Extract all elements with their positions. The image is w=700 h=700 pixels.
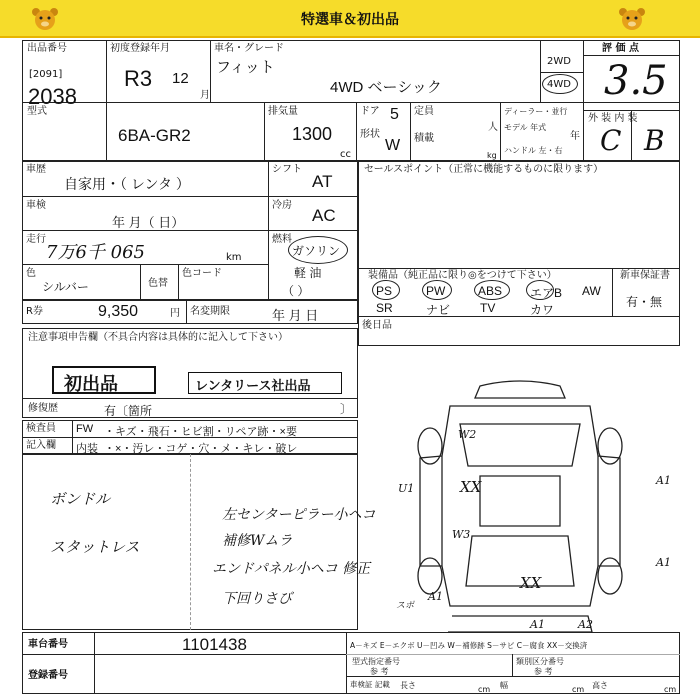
- damage-mark-a2: A2: [578, 618, 593, 631]
- class-number-label: 類別区分番号: [516, 657, 564, 666]
- dealer-label: ディーラー・並行: [504, 107, 568, 116]
- first-listing-stamp: [52, 366, 156, 394]
- capacity-unit: 人: [488, 122, 498, 133]
- fuel-gasoline-circle: [288, 236, 348, 264]
- damage-keys-row-a: ・キズ・飛石・ヒビ割・リペア跡・×要: [104, 426, 297, 438]
- rear-bumper: [448, 616, 592, 632]
- left-side: [420, 456, 442, 566]
- car-name: フィット: [216, 59, 275, 76]
- type-designation-sub: 参 考: [370, 667, 389, 676]
- memo-right-3: エンドパネル小ヘコ 修正: [212, 561, 371, 577]
- mileage-unit: km: [226, 252, 242, 263]
- damage-mark-a1-right: A1: [656, 474, 671, 487]
- mileage-label: 走行: [26, 234, 46, 245]
- drive-4wd-circle: [542, 74, 578, 94]
- damage-mark-u1: U1: [398, 482, 415, 495]
- first-listing-stamp-text: 初出品: [64, 374, 118, 395]
- year-unit: 年: [570, 131, 580, 142]
- equip-abs-circle: [474, 280, 510, 300]
- r-ticket-label: R券: [26, 306, 43, 317]
- wheel-fr: [598, 428, 622, 464]
- insurance-label: 新車保証書: [620, 270, 670, 281]
- equip-leather: カワ: [530, 303, 555, 317]
- color-replace-label: 色替: [148, 278, 168, 289]
- first-registration-label: 初度登録年月: [110, 43, 170, 54]
- roof-panel: [480, 476, 560, 526]
- equipment-label: 装備品（純正品に限り◎をつけて下さい）: [368, 270, 557, 281]
- fuel-gasoline: ガソリン: [292, 244, 341, 258]
- inspection-value: 年 月（ 日）: [112, 215, 185, 230]
- drive-2wd: 2WD: [547, 56, 571, 67]
- wheel-fl: [418, 428, 442, 464]
- shift-label: シフト: [272, 164, 302, 175]
- later-items-label: 後日品: [362, 320, 392, 331]
- equip-tv: TV: [480, 301, 496, 315]
- handle-label: ハンドル 左・右: [504, 146, 563, 155]
- load-unit: kg: [487, 151, 497, 160]
- memo-right-4: 下回りさび: [222, 591, 292, 607]
- shape-label: 形状: [360, 129, 380, 140]
- shape-value: W: [385, 137, 401, 154]
- displacement-value: 1300: [292, 124, 333, 144]
- rental-lease-stamp-text: レンタリース社出品: [195, 379, 311, 394]
- chassis-number: 1101438: [182, 635, 247, 654]
- insurance-value: 有・無: [626, 295, 663, 309]
- damage-mark-a1-bottom: A1: [530, 618, 545, 631]
- windshield: [460, 424, 580, 466]
- lot-prefix: [2091]: [29, 69, 63, 80]
- ext-int-label: 外 装 内 装: [588, 113, 638, 124]
- history-label: 車歴: [26, 164, 46, 175]
- equip-airbag: エアB: [530, 286, 563, 300]
- usage-value: 自家用・（ レンタ ）: [64, 176, 190, 192]
- model-year-label: モデル 年式: [504, 123, 547, 132]
- rental-lease-stamp: [188, 372, 342, 394]
- roof-top-outline: [475, 381, 565, 398]
- memo-left-2: スタットレス: [50, 538, 140, 556]
- fuel-diesel: 軽 油: [294, 266, 322, 280]
- model-label: 型式: [27, 106, 47, 117]
- doors-label: ドア: [360, 106, 380, 117]
- damage-mark-w2: W2: [458, 428, 477, 441]
- repair-history-label: 修復歴: [28, 403, 58, 414]
- entry-value: 内装: [76, 443, 98, 455]
- memo-right-1: 左センターピラー小ヘコ: [222, 507, 376, 523]
- height-unit: cm: [664, 685, 677, 694]
- month-unit: 月: [200, 90, 210, 101]
- color-value: シルバー: [42, 280, 89, 294]
- lot-number: 2038: [28, 84, 77, 109]
- score-value: 3.5: [604, 58, 668, 104]
- length-label: 長さ: [400, 681, 416, 690]
- sales-point-box: [358, 160, 680, 346]
- equip-navi: ナビ: [426, 303, 451, 317]
- mileage-value: 7万6千 065: [46, 242, 145, 263]
- registration-label: 登録番号: [28, 670, 68, 681]
- inspector-value: FW: [76, 423, 94, 435]
- damage-mark-w3: W3: [452, 528, 471, 541]
- score-label: 評 価 点: [602, 43, 639, 54]
- tax-deadline-label: 名変期限: [190, 306, 230, 317]
- equip-sr: SR: [376, 301, 393, 315]
- capacity-label: 定員: [414, 106, 434, 117]
- right-side: [598, 456, 620, 566]
- damage-mark-a1-side: A1: [656, 556, 671, 569]
- fuel-other: （ ）: [282, 284, 310, 298]
- displacement-unit: cc: [340, 149, 351, 160]
- fuel-label: 燃料: [272, 234, 292, 245]
- length-unit: cm: [478, 685, 491, 694]
- memo-left-1: ボンドル: [50, 490, 111, 508]
- drive-4wd: 4WD: [547, 79, 571, 90]
- lot-number-label: 出品番号: [27, 43, 67, 54]
- ac-label: 冷房: [272, 200, 292, 211]
- shift-value: AT: [312, 172, 333, 191]
- inspection-label: 車検: [26, 200, 46, 211]
- equip-pw: PW: [426, 284, 446, 298]
- page-title: 特選車＆初出品: [301, 12, 399, 28]
- load-label: 積載: [414, 133, 434, 144]
- equip-aw: AW: [582, 284, 601, 298]
- width-unit: cm: [572, 685, 585, 694]
- equip-abs: ABS: [478, 284, 503, 298]
- class-number-sub: 参 考: [534, 667, 553, 676]
- model-code: 6BA-GR2: [118, 126, 191, 145]
- damage-mark-xx-rear: XX: [520, 574, 542, 592]
- repair-bracket-close: 〕: [340, 402, 353, 416]
- width-label: 幅: [500, 681, 508, 690]
- equip-ps-circle: [372, 280, 400, 300]
- interior-grade: B: [644, 124, 665, 157]
- color-label: 色: [26, 268, 36, 279]
- repair-history-value: 有〔箇所: [104, 404, 153, 418]
- inspector-label: 検査員: [26, 423, 56, 434]
- dimensions-label: 車検証 記載: [350, 680, 390, 689]
- memo-right-2: 補修Wムラ: [222, 533, 293, 549]
- type-designation-label: 型式指定番号: [352, 657, 400, 666]
- doors-value: 5: [390, 106, 399, 123]
- equip-pw-circle: [422, 280, 452, 300]
- registration-month: 12: [172, 70, 189, 87]
- equip-airbag-circle: [526, 280, 554, 300]
- wheel-rr: [598, 558, 622, 594]
- damage-mark-xx-top: XX: [460, 478, 482, 496]
- equip-ps: PS: [376, 284, 393, 298]
- displacement-label: 排気量: [268, 106, 298, 117]
- damage-keys-row-b: ・×・汚レ・コゲ・穴・メ・キレ・破レ: [104, 443, 298, 455]
- car-name-label: 車名・グレード: [214, 43, 284, 54]
- registration-era-year: R3: [124, 66, 153, 91]
- r-ticket-value: 9,350: [98, 303, 139, 320]
- damage-legend: A－キズ E－エクボ U－凹み W－補修跡 S－サビ C－腐食 XX－交換済: [350, 641, 588, 650]
- chassis-label: 車台番号: [28, 639, 68, 650]
- damage-mark-spoiler: スポ: [396, 601, 415, 611]
- car-grade: 4WD ベーシック: [330, 79, 442, 96]
- notes-label: 注意事項申告欄（不具合内容は具体的に記入して下さい）: [28, 332, 288, 343]
- exterior-grade: C: [600, 124, 622, 157]
- damage-mark-a1-left: A1: [428, 590, 443, 603]
- wheel-rl: [418, 558, 442, 594]
- entry-label: 記入欄: [26, 440, 56, 451]
- height-label: 高さ: [592, 681, 608, 690]
- r-ticket-unit: 円: [170, 308, 180, 319]
- tax-deadline-value: 年 月 日: [272, 308, 319, 323]
- sales-point-label: セールスポイント（正常に機能するものに限ります）: [364, 164, 604, 175]
- color-code-label: 色コード: [182, 268, 222, 279]
- ac-value: AC: [312, 206, 336, 225]
